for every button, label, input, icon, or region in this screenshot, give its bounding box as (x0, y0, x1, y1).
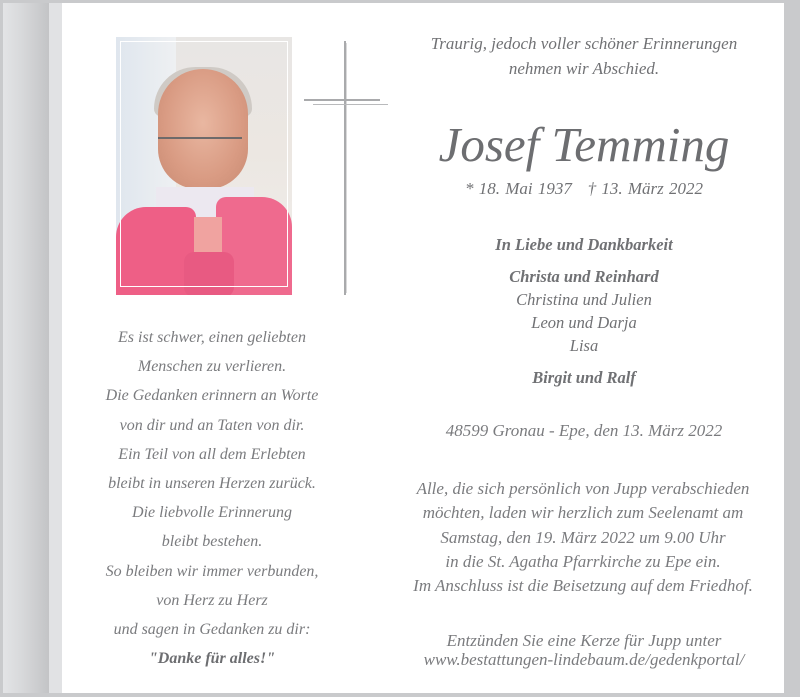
cross-horizontal-bar (304, 99, 380, 101)
poem-line: bleibt bestehen. (161, 533, 263, 551)
binder-spine (3, 3, 49, 693)
intro-line: nehmen wir Abschied. (508, 59, 660, 78)
poem-line: Die liebvolle Erinnerung (132, 504, 292, 522)
poem-line: bleibt in unseren Herzen zurück. (108, 475, 316, 493)
family-heading: In Liebe und Dankbarkeit (495, 235, 673, 254)
poem-line: Die Gedanken erinnern an Worte (105, 387, 319, 405)
family-member: Leon und Darja (531, 313, 637, 332)
poem-line: von dir und an Taten von dir. (119, 416, 305, 434)
invitation-line: möchten, laden wir herzlich zum Seelenamt am (422, 503, 744, 523)
family-member: Christina und Julien (516, 290, 652, 309)
candle-line: Entzünden Sie eine Kerze für Jupp unter (446, 631, 722, 650)
invitation-line: Im Anschluss ist die Beisetzung auf dem Friedhof. (413, 576, 753, 596)
invitation-line: in die St. Agatha Pfarrkirche zu Epe ein. (445, 551, 721, 571)
poem-closing: "Danke für alles!" (148, 650, 276, 668)
cross-vertical-shadow (346, 43, 347, 293)
intro-line: Traurig, jedoch voller schöner Erinnerungen (430, 34, 738, 53)
candle-notice (384, 631, 784, 669)
page-gutter (49, 3, 62, 693)
poem-line: Menschen zu verlieren. (137, 358, 287, 376)
obituary-page (62, 3, 784, 693)
invitation-text (378, 477, 788, 598)
poem-line: von Herz zu Herz (156, 591, 268, 609)
family-section (384, 233, 784, 389)
family-lead-1: Christa und Reinhard (509, 267, 659, 286)
birth-date: * 18. Mai 1937 (464, 179, 572, 198)
poem-line: So bleiben wir immer verbunden, (105, 562, 319, 580)
deceased-name: Josef Temming (438, 117, 730, 172)
poem-line: und sagen in Gedanken zu dir: (113, 621, 311, 639)
invitation-line: Samstag, den 19. März 2022 um 9.00 Uhr (440, 527, 726, 547)
poem (62, 323, 362, 673)
family-member: Lisa (569, 336, 599, 355)
invitation-line: Alle, die sich persönlich von Jupp verabschieden (416, 479, 750, 498)
intro-text (384, 31, 784, 81)
cross-horizontal-shadow (313, 104, 388, 105)
death-date: † 13. März 2022 (587, 179, 704, 198)
poem-line: Es ist schwer, einen geliebten (118, 329, 306, 346)
place-date: 48599 Gronau - Epe, den 13. März 2022 (445, 421, 723, 440)
photo-frame (120, 41, 288, 287)
life-dates (384, 177, 784, 201)
poem-line: Ein Teil von all dem Erlebten (118, 445, 306, 463)
portrait-photo (116, 37, 292, 295)
memorial-url: www.bestattungen-lindebaum.de/gedenkportal/ (423, 650, 745, 669)
family-lead-2: Birgit und Ralf (532, 368, 636, 387)
